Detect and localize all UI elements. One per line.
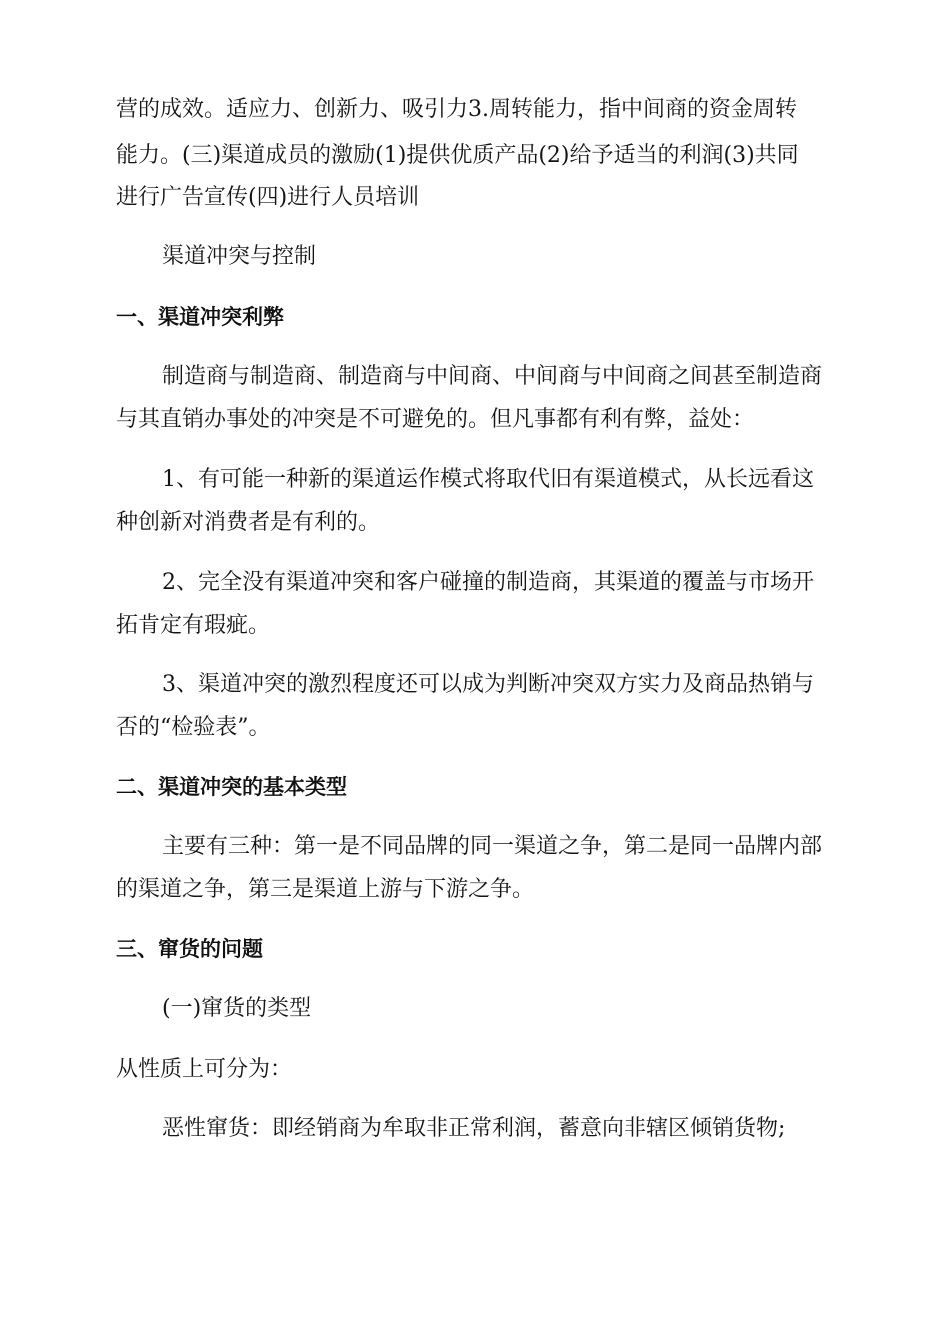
intro-line-3: 进行广告宣传(四)进行人员培训	[116, 185, 420, 210]
part3-sub-heading: (一)窜货的类型	[162, 996, 312, 1021]
part2-para-line-1: 主要有三种：第一是不同品牌的同一渠道之争，第二是同一品牌内部	[162, 834, 823, 859]
section-title: 渠道冲突与控制	[162, 244, 317, 269]
part1-heading: 一、渠道冲突利弊	[116, 305, 284, 329]
item2-line-2: 拓肯定有瑕疵。	[116, 613, 271, 638]
part1-para-line-2: 与其直销办事处的冲突是不可避免的。但凡事都有利有弊，益处：	[116, 407, 755, 432]
nature-line: 从性质上可分为：	[116, 1057, 293, 1082]
part2-heading: 二、渠道冲突的基本类型	[116, 775, 347, 799]
item3-line-2: 否的“检验表”。	[116, 715, 271, 740]
intro-line-2: 能力。(三)渠道成员的激励(1)提供优质产品(2)给予适当的利润(3)共同	[116, 143, 799, 168]
malicious-line: 恶性窜货：即经销商为牟取非正常利润，蓄意向非辖区倾销货物;	[162, 1116, 786, 1141]
part1-para-line-1: 制造商与制造商、制造商与中间商、中间商与中间商之间甚至制造商	[162, 364, 823, 389]
part2-para-line-2: 的渠道之争，第三是渠道上游与下游之争。	[116, 877, 535, 902]
item2-line-1: 2、完全没有渠道冲突和客户碰撞的制造商，其渠道的覆盖与市场开	[162, 570, 814, 595]
item1-line-2: 种创新对消费者是有利的。	[116, 510, 381, 535]
part3-heading: 三、窜货的问题	[116, 937, 263, 961]
intro-line-1: 营的成效。适应力、创新力、吸引力3.周转能力，指中间商的资金周转	[116, 97, 797, 122]
item3-line-1: 3、渠道冲突的激烈程度还可以成为判断冲突双方实力及商品热销与	[162, 672, 814, 697]
item1-line-1: 1、有可能一种新的渠道运作模式将取代旧有渠道模式，从长远看这	[162, 467, 814, 492]
